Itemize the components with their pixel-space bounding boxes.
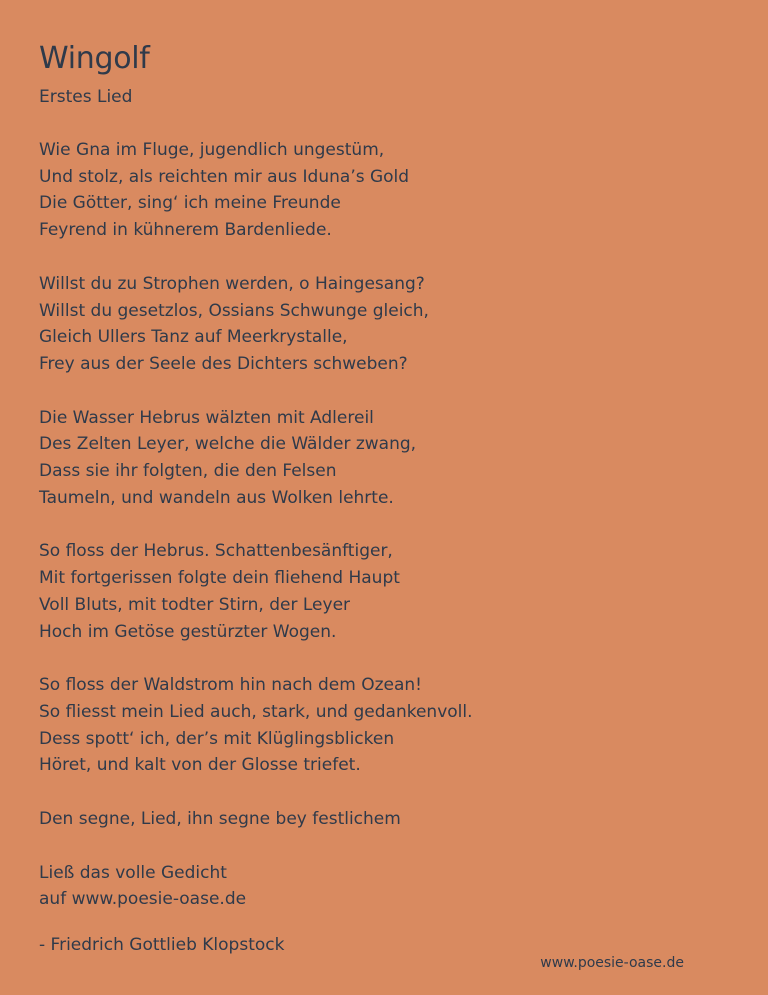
stanza [39, 271, 729, 378]
stanza [39, 137, 729, 244]
poem-subtitle: Erstes Lied [39, 87, 133, 107]
poem-line: Die Wasser Hebrus wälzten mit Adlereil [39, 407, 374, 428]
poem-line: Willst du zu Strophen werden, o Haingesang? [39, 273, 425, 294]
poem-line: So fliesst mein Lied auch, stark, und gedankenvoll. [39, 701, 473, 722]
poem-line: Gleich Ullers Tanz auf Meerkrystalle, [39, 327, 348, 348]
promo-link[interactable]: auf www.poesie-oase.de [39, 889, 247, 910]
poem-line: Mit fortgerissen folgte dein fliehend Haupt [39, 568, 400, 589]
footer-url[interactable]: www.poesie-oase.de [540, 955, 684, 971]
poem-line: Höret, und kalt von der Glosse triefet. [39, 755, 361, 776]
poem-line: Wie Gna im Fluge, jugendlich ungestüm, [39, 140, 385, 160]
poem-line: Den segne, Lied, ihn segne bey festlichem [39, 809, 401, 830]
poem-line: Taumeln, und wandeln aus Wolken lehrte. [39, 487, 394, 508]
promo-line: Ließ das volle Gedicht [39, 862, 227, 883]
poem-line: Feyrend in kühnerem Bardenliede. [39, 220, 332, 241]
poem-line: Die Götter, sing‘ ich meine Freunde [39, 193, 341, 214]
poem-line: Dess spott‘ ich, der’s mit Klüglingsblicken [39, 728, 395, 749]
poem-line: So floss der Hebrus. Schattenbesänftiger, [39, 541, 393, 562]
poem-line: Willst du gesetzlos, Ossians Schwunge gleich, [39, 300, 429, 321]
poem-line: Des Zelten Leyer, welche die Wälder zwang, [39, 434, 417, 455]
poem-title: Wingolf [39, 41, 150, 76]
stanza [39, 405, 729, 512]
poem-line: Dass sie ihr folgten, die den Felsen [39, 461, 337, 482]
poem-line: Hoch im Getöse gestürzter Wogen. [39, 621, 337, 642]
promo-text [39, 860, 729, 913]
stanza [39, 672, 729, 779]
poem-author: - Friedrich Gottlieb Klopstock [39, 935, 285, 955]
poem-line: Voll Bluts, mit todter Stirn, der Leyer [39, 594, 351, 615]
poem-line: Frey aus der Seele des Dichters schweben? [39, 353, 408, 374]
poem-line: Und stolz, als reichten mir aus Iduna’s Gold [39, 166, 410, 187]
stanza [39, 538, 729, 645]
poem-line: So floss der Waldstrom hin nach dem Ozean! [39, 675, 422, 696]
poem-page [39, 40, 729, 913]
stanza [39, 806, 729, 833]
